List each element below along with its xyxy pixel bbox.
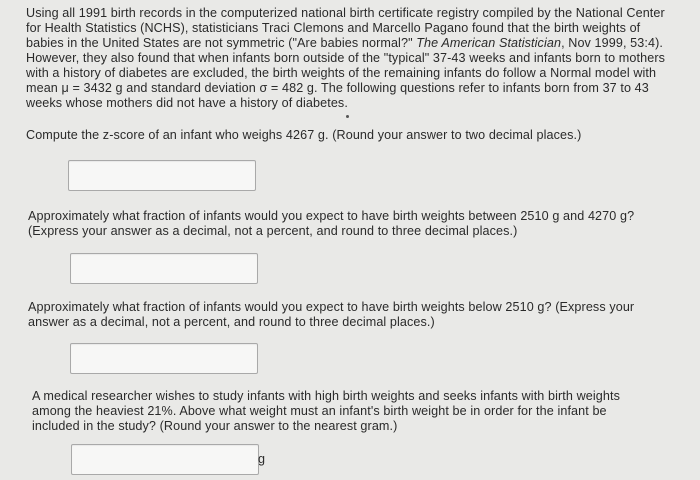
journal-title: The American Statistician xyxy=(416,36,562,50)
answer-input-3[interactable] xyxy=(70,343,258,374)
question-1-text: Compute the z-score of an infant who weighs 4267 g. (Round your answer to two decimal places.) xyxy=(26,128,582,142)
intro-text-part1: Using all 1991 birth records in the computerized national birth certificate registry compiled by the National Center for Health Statistics (NCHS), statisticians Traci Clemons and Marcello Pagano found that the birth weights of babies in the United States are not symmetric ("Are babies normal?" xyxy=(26,6,665,50)
cursor-dot xyxy=(346,115,349,118)
answer-input-4[interactable] xyxy=(71,444,259,475)
question-4-text: A medical researcher wishes to study infants with high birth weights and seeks infants with birth weights among the heaviest 21%. Above what weight must an infant's birth weight be in order for the infant be included in the study? (Round your answer to the nearest gram.) xyxy=(32,389,620,433)
question-2-text: Approximately what fraction of infants would you expect to have birth weights between 2510 g and 4270 g? (Express your answer as a decimal, not a percent, and round to three decimal places.) xyxy=(28,209,635,238)
answer-input-2[interactable] xyxy=(70,253,258,284)
question-3-text: Approximately what fraction of infants would you expect to have birth weights below 2510 g? (Express your answer as a decimal, not a percent, and round to three decimal places.) xyxy=(28,300,635,329)
answer-input-1[interactable] xyxy=(68,160,256,191)
answer-4-unit: g xyxy=(258,452,266,466)
problem-intro xyxy=(26,6,676,111)
intro-text-part2: , Nov 1999, 53:4). However, they also found that when infants born outside of the "typical" 37-43 weeks and infants born to mothers with a history of diabetes are excluded, the birth weights of the remaining infants do follow a Normal model with mean μ = 3432 g and standard deviation σ = 482 g. The following questions refer to infants born from 37 to 43 weeks whose mothers did not have a history of diabetes. xyxy=(26,36,666,110)
